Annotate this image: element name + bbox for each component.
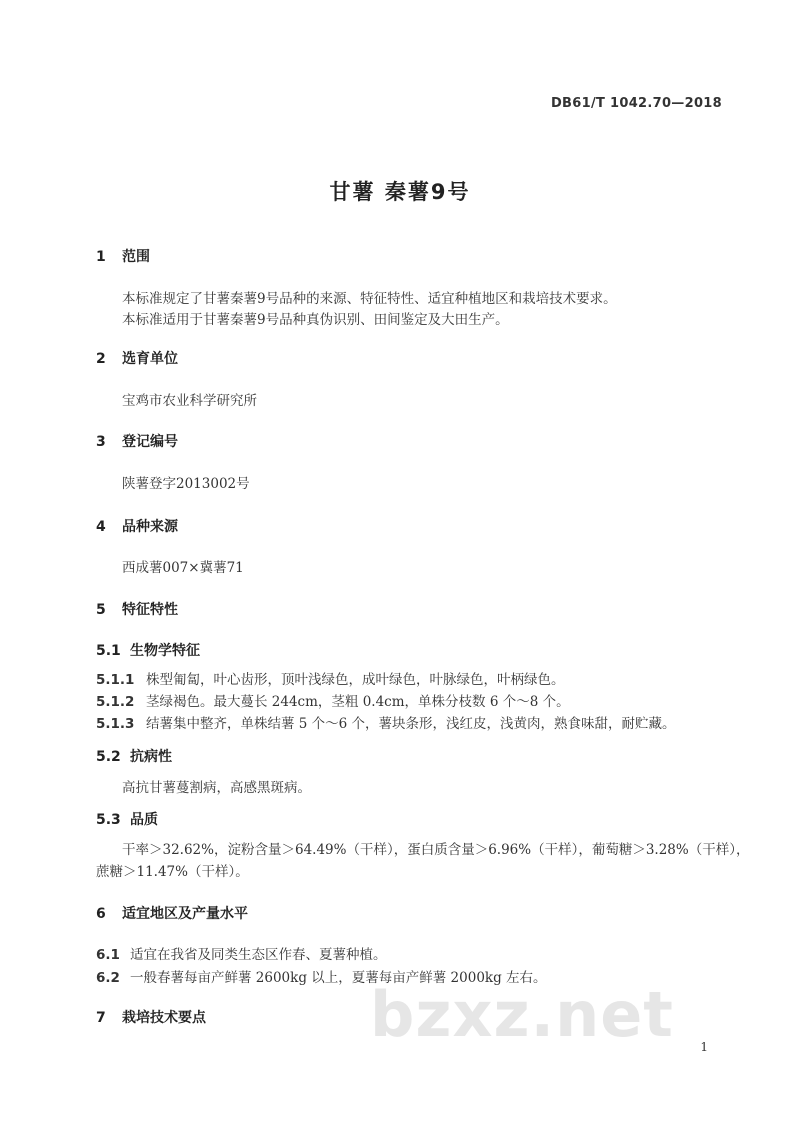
item-text: 一般春薯每亩产鲜薯 2600kg 以上，夏薯每亩产鲜薯 2000kg 左右。 xyxy=(130,970,547,986)
page-number: 1 xyxy=(700,1040,708,1054)
section-2-paragraph: 宝鸡市农业科学研究所 xyxy=(122,393,257,409)
subsection-5-3-heading xyxy=(96,809,158,829)
section-number: 3 xyxy=(96,434,106,450)
subsection-5-2-heading xyxy=(96,746,172,766)
section-6-heading xyxy=(96,903,248,923)
section-number: 2 xyxy=(96,351,106,367)
item-number: 5.1.1 xyxy=(96,672,135,688)
item-number: 6.1 xyxy=(96,947,120,963)
section-3-paragraph: 陕薯登字2013002号 xyxy=(122,476,250,492)
item-number: 5.1.3 xyxy=(96,716,135,732)
section-4-paragraph: 西成薯007×冀薯71 xyxy=(122,560,244,576)
standard-code: DB61/T 1042.70—2018 xyxy=(550,96,722,111)
subsection-title: 抗病性 xyxy=(130,749,172,765)
section-4-heading xyxy=(96,516,178,536)
section-title: 品种来源 xyxy=(122,519,178,535)
section-title: 适宜地区及产量水平 xyxy=(122,906,248,922)
item-number: 5.1.2 xyxy=(96,694,135,710)
section-5-heading xyxy=(96,599,178,619)
item-6-1 xyxy=(96,943,387,963)
section-2-heading xyxy=(96,348,178,368)
section-1-paragraph-1: 本标准规定了甘薯秦薯9号品种的来源、特征特性、适宜种植地区和栽培技术要求。 xyxy=(122,291,617,307)
section-3-heading xyxy=(96,431,178,451)
section-1-paragraph-2: 本标准适用于甘薯秦薯9号品种真伪识别、田间鉴定及大田生产。 xyxy=(122,312,509,328)
item-text: 茎绿褐色。最大蔓长 244cm，茎粗 0.4cm，单株分枝数 6 个～8 个。 xyxy=(146,694,570,710)
item-5-1-2 xyxy=(96,690,570,710)
item-text: 结薯集中整齐，单株结薯 5 个～6 个，薯块条形，浅红皮，浅黄肉，熟食味甜，耐贮藏。 xyxy=(146,716,676,732)
section-1-heading xyxy=(96,246,150,266)
item-number: 6.2 xyxy=(96,970,120,986)
subsection-5-2-paragraph: 高抗甘薯蔓割病，高感黑斑病。 xyxy=(122,780,311,796)
section-title: 特征特性 xyxy=(122,602,178,618)
section-title: 栽培技术要点 xyxy=(122,1010,206,1026)
section-number: 7 xyxy=(96,1010,106,1026)
section-7-heading xyxy=(96,1007,206,1027)
item-5-1-3 xyxy=(96,712,676,732)
subsection-number: 5.3 xyxy=(96,812,121,828)
section-title: 范围 xyxy=(122,249,150,265)
subsection-5-3-line-1: 干率＞32.62%，淀粉含量＞64.49%（干样），蛋白质含量＞6.96%（干样），葡萄糖＞3.28%（干样）， xyxy=(122,842,750,858)
section-number: 4 xyxy=(96,519,106,535)
subsection-5-3-line-2: 蔗糖＞11.47%（干样）。 xyxy=(96,864,249,880)
subsection-title: 生物学特征 xyxy=(130,643,200,659)
item-text: 株型匍匐，叶心齿形，顶叶浅绿色，成叶绿色，叶脉绿色，叶柄绿色。 xyxy=(146,672,565,688)
section-number: 5 xyxy=(96,602,106,618)
section-number: 1 xyxy=(96,249,106,265)
watermark: bzxz.net xyxy=(370,978,674,1051)
item-text: 适宜在我省及同类生态区作春、夏薯种植。 xyxy=(130,947,387,963)
subsection-5-1-heading xyxy=(96,640,200,660)
document-title: 甘薯 秦薯9号 xyxy=(329,180,471,204)
subsection-title: 品质 xyxy=(130,812,158,828)
subsection-number: 5.1 xyxy=(96,643,121,659)
item-5-1-1 xyxy=(96,668,565,688)
subsection-number: 5.2 xyxy=(96,749,121,765)
section-number: 6 xyxy=(96,906,106,922)
section-title: 选育单位 xyxy=(122,351,178,367)
section-title: 登记编号 xyxy=(122,434,178,450)
